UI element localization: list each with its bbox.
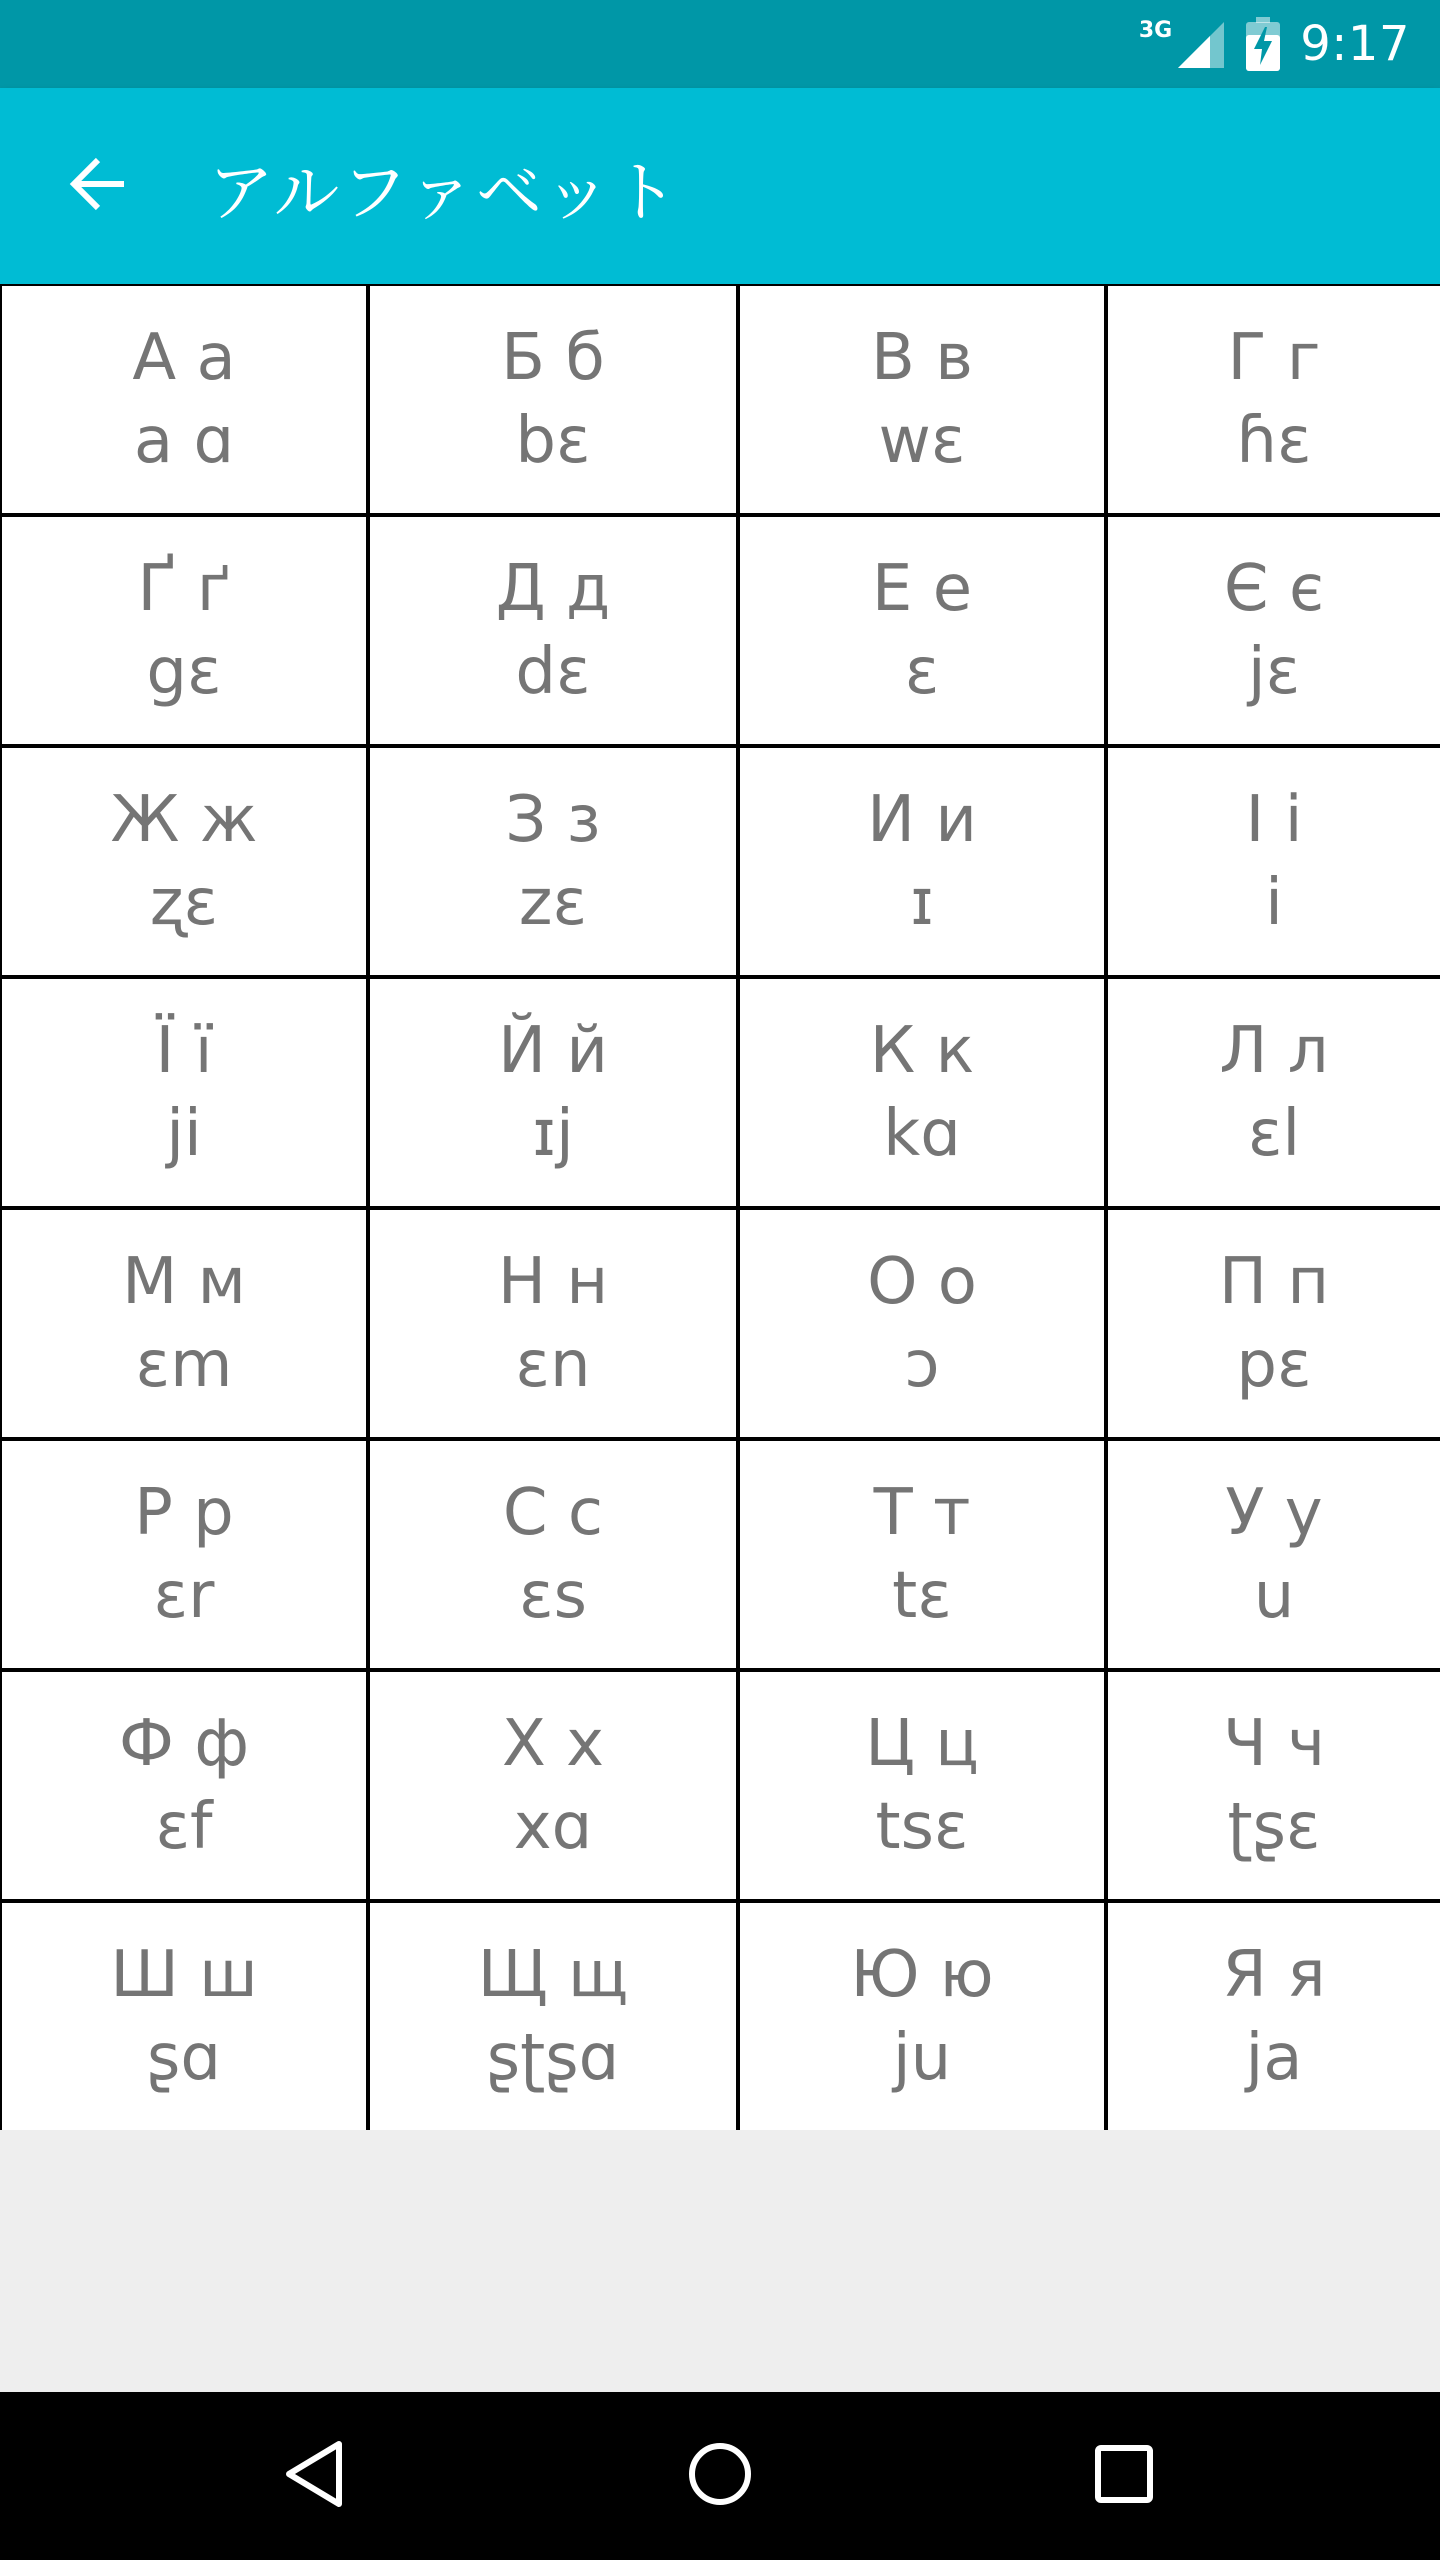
letter-pronunciation: xɑ [513,1789,593,1864]
letter-glyphs: Щ щ [477,1937,629,2012]
letter-glyphs: И и [867,782,977,857]
letter-cell[interactable] [370,1672,736,1899]
letter-cell[interactable] [2,1672,366,1899]
letter-pronunciation: zɛ [518,865,588,940]
letter-cell[interactable] [370,1210,736,1437]
letter-pronunciation: dɛ [515,634,591,709]
letter-pronunciation: ʐɛ [149,865,219,940]
nav-back-button[interactable] [265,2426,365,2526]
letter-glyphs: У у [1225,1475,1323,1550]
nav-back-icon [279,2438,351,2515]
letter-cell[interactable] [740,517,1104,744]
letter-glyphs: Р р [134,1475,234,1550]
letter-glyphs: Ю ю [850,1937,994,2012]
letter-cell[interactable] [2,1441,366,1668]
letter-pronunciation: ɛn [515,1327,591,1402]
letter-cell[interactable] [740,1210,1104,1437]
letter-glyphs: Т т [873,1475,971,1550]
network-type-label: 3G [1138,17,1173,43]
letter-pronunciation: tsɛ [875,1789,969,1864]
letter-glyphs: Д д [495,551,611,626]
letter-cell[interactable] [2,286,366,513]
letter-glyphs: Ц ц [865,1706,979,1781]
letter-glyphs: З з [505,782,601,857]
nav-recents-icon [1088,2438,1160,2515]
letter-pronunciation: jɛ [1247,634,1301,709]
page-title: アルファベット [208,153,681,231]
letter-cell[interactable] [370,1903,736,2130]
letter-glyphs: А а [132,320,236,395]
letter-cell[interactable] [1108,748,1440,975]
letter-pronunciation: ɔ [904,1327,940,1402]
letter-glyphs: В в [871,320,973,395]
letter-glyphs: Ж ж [110,782,258,857]
letter-glyphs: Є є [1223,551,1325,626]
letter-cell[interactable] [740,979,1104,1206]
letter-pronunciation: ɛm [135,1327,233,1402]
letter-pronunciation: a ɑ [133,403,235,478]
letter-glyphs: Я я [1222,1937,1326,2012]
letter-pronunciation: i [1265,865,1283,940]
letter-glyphs: Х х [501,1706,605,1781]
letter-pronunciation: ɦɛ [1236,403,1312,478]
app-bar [0,88,1440,284]
letter-pronunciation: ɛ [904,634,940,709]
battery-charging-icon [1246,17,1280,71]
letter-cell[interactable] [1108,1672,1440,1899]
letter-glyphs: Г г [1227,320,1321,395]
letter-cell[interactable] [370,1441,736,1668]
letter-cell[interactable] [2,1210,366,1437]
letter-glyphs: Ф ф [118,1706,250,1781]
clock: 9:17 [1300,16,1410,72]
letter-pronunciation: ʂɑ [147,2020,221,2095]
status-icons [1139,0,1410,88]
letter-pronunciation: ɛs [519,1558,587,1633]
letter-cell[interactable] [740,1672,1104,1899]
letter-cell[interactable] [1108,517,1440,744]
letter-glyphs: Е е [871,551,973,626]
letter-glyphs: С с [502,1475,604,1550]
letter-cell[interactable] [2,1903,366,2130]
letter-pronunciation: ɛf [155,1789,213,1864]
back-button[interactable] [60,148,136,224]
letter-pronunciation: ɪ [910,865,934,940]
letter-glyphs: Ч ч [1222,1706,1326,1781]
letter-glyphs: І і [1245,782,1303,857]
letter-glyphs: Н н [497,1244,609,1319]
letter-glyphs: О о [867,1244,977,1319]
letter-glyphs: Ґ ґ [137,551,231,626]
letter-pronunciation: ʂʈʂɑ [486,2020,620,2095]
letter-cell[interactable] [2,979,366,1206]
letter-cell[interactable] [1108,1441,1440,1668]
letter-cell[interactable] [740,286,1104,513]
letter-pronunciation: tɛ [892,1558,952,1633]
letter-pronunciation: u [1253,1558,1295,1633]
letter-pronunciation: ja [1245,2020,1303,2095]
letter-pronunciation: ju [892,2020,952,2095]
letter-glyphs: К к [869,1013,975,1088]
cell-signal-icon [1174,18,1226,70]
arrow-left-icon [66,152,130,221]
letter-cell[interactable] [1108,286,1440,513]
letter-glyphs: Б б [501,320,605,395]
letter-cell[interactable] [370,286,736,513]
letter-pronunciation: ji [166,1096,202,1171]
letter-cell[interactable] [740,748,1104,975]
letter-glyphs: Л л [1219,1013,1329,1088]
nav-home-icon [684,2438,756,2515]
letter-pronunciation: wɛ [878,403,966,478]
letter-pronunciation: ɛl [1247,1096,1301,1171]
letter-cell[interactable] [1108,979,1440,1206]
letter-pronunciation: pɛ [1236,1327,1312,1402]
nav-home-button[interactable] [670,2426,770,2526]
letter-glyphs: Ш ш [110,1937,258,2012]
letter-glyphs: П п [1218,1244,1330,1319]
letter-cell[interactable] [1108,1903,1440,2130]
letter-pronunciation: gɛ [146,634,222,709]
letter-cell[interactable] [370,979,736,1206]
letter-pronunciation: ɛr [153,1558,215,1633]
letter-cell[interactable] [740,1903,1104,2130]
navigation-bar [0,2392,1440,2560]
letter-pronunciation: bɛ [515,403,591,478]
letter-pronunciation: kɑ [883,1096,961,1171]
letter-glyphs: Й й [498,1013,608,1088]
letter-pronunciation: ʈʂɛ [1227,1789,1321,1864]
status-bar [0,0,1440,88]
letter-cell[interactable] [370,748,736,975]
alphabet-grid [0,284,1440,2130]
letter-glyphs: Ї ї [155,1013,213,1088]
letter-cell[interactable] [2,748,366,975]
nav-recents-button[interactable] [1074,2426,1174,2526]
letter-cell[interactable] [740,1441,1104,1668]
letter-glyphs: М м [122,1244,246,1319]
letter-cell[interactable] [1108,1210,1440,1437]
letter-pronunciation: ɪj [532,1096,574,1171]
letter-cell[interactable] [370,517,736,744]
letter-cell[interactable] [2,517,366,744]
